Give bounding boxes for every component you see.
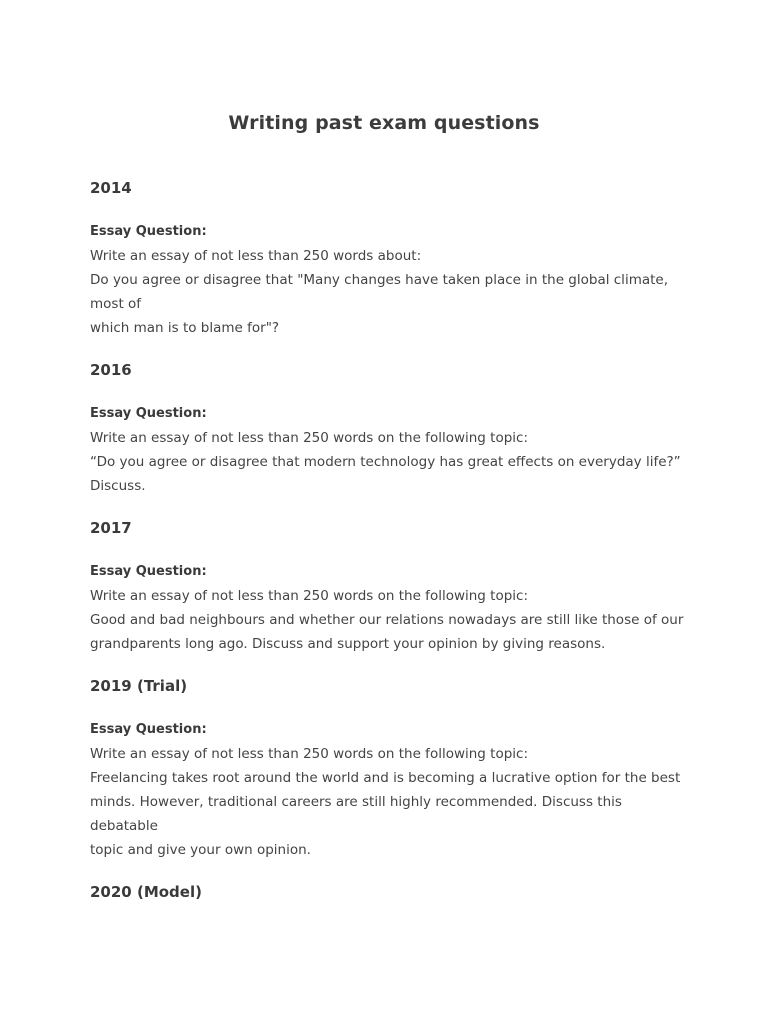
exam-section-2017 [90,516,690,656]
essay-prompt-line: which man is to blame for"? [90,320,280,336]
section-year: 2020 (Model) [90,883,202,901]
document-content [90,176,690,924]
essay-question-label: Essay Question: [90,406,207,421]
essay-question-label: Essay Question: [90,224,207,239]
exam-section-2016 [90,358,690,498]
essay-instruction: Write an essay of not less than 250 words about: [90,248,422,264]
essay-prompt-line: minds. However, traditional careers are still highly recommended. Discuss this debatable [90,794,622,834]
section-year: 2014 [90,179,132,197]
exam-section-2014 [90,176,690,340]
essay-prompt-line: “Do you agree or disagree that modern technology has great effects on everyday life?” [90,454,681,470]
exam-section-2019-trial [90,674,690,862]
section-year: 2017 [90,519,132,537]
essay-instruction: Write an essay of not less than 250 words on the following topic: [90,746,529,762]
essay-prompt-line: Do you agree or disagree that "Many changes have taken place in the global climate, most of [90,272,669,312]
essay-prompt-line: grandparents long ago. Discuss and support your opinion by giving reasons. [90,636,606,652]
exam-section-2020-model [90,880,690,904]
page-title: Writing past exam questions [228,112,540,134]
essay-instruction: Write an essay of not less than 250 words on the following topic: [90,588,529,604]
essay-prompt-line: Freelancing takes root around the world and is becoming a lucrative option for the best [90,770,681,786]
section-year: 2016 [90,361,132,379]
essay-instruction: Write an essay of not less than 250 words on the following topic: [90,430,529,446]
essay-question-label: Essay Question: [90,564,207,579]
essay-question-label: Essay Question: [90,722,207,737]
essay-prompt-line: topic and give your own opinion. [90,842,311,858]
essay-prompt-line: Good and bad neighbours and whether our relations nowadays are still like those of our [90,612,684,628]
section-year: 2019 (Trial) [90,677,188,695]
essay-prompt-line: Discuss. [90,478,146,494]
